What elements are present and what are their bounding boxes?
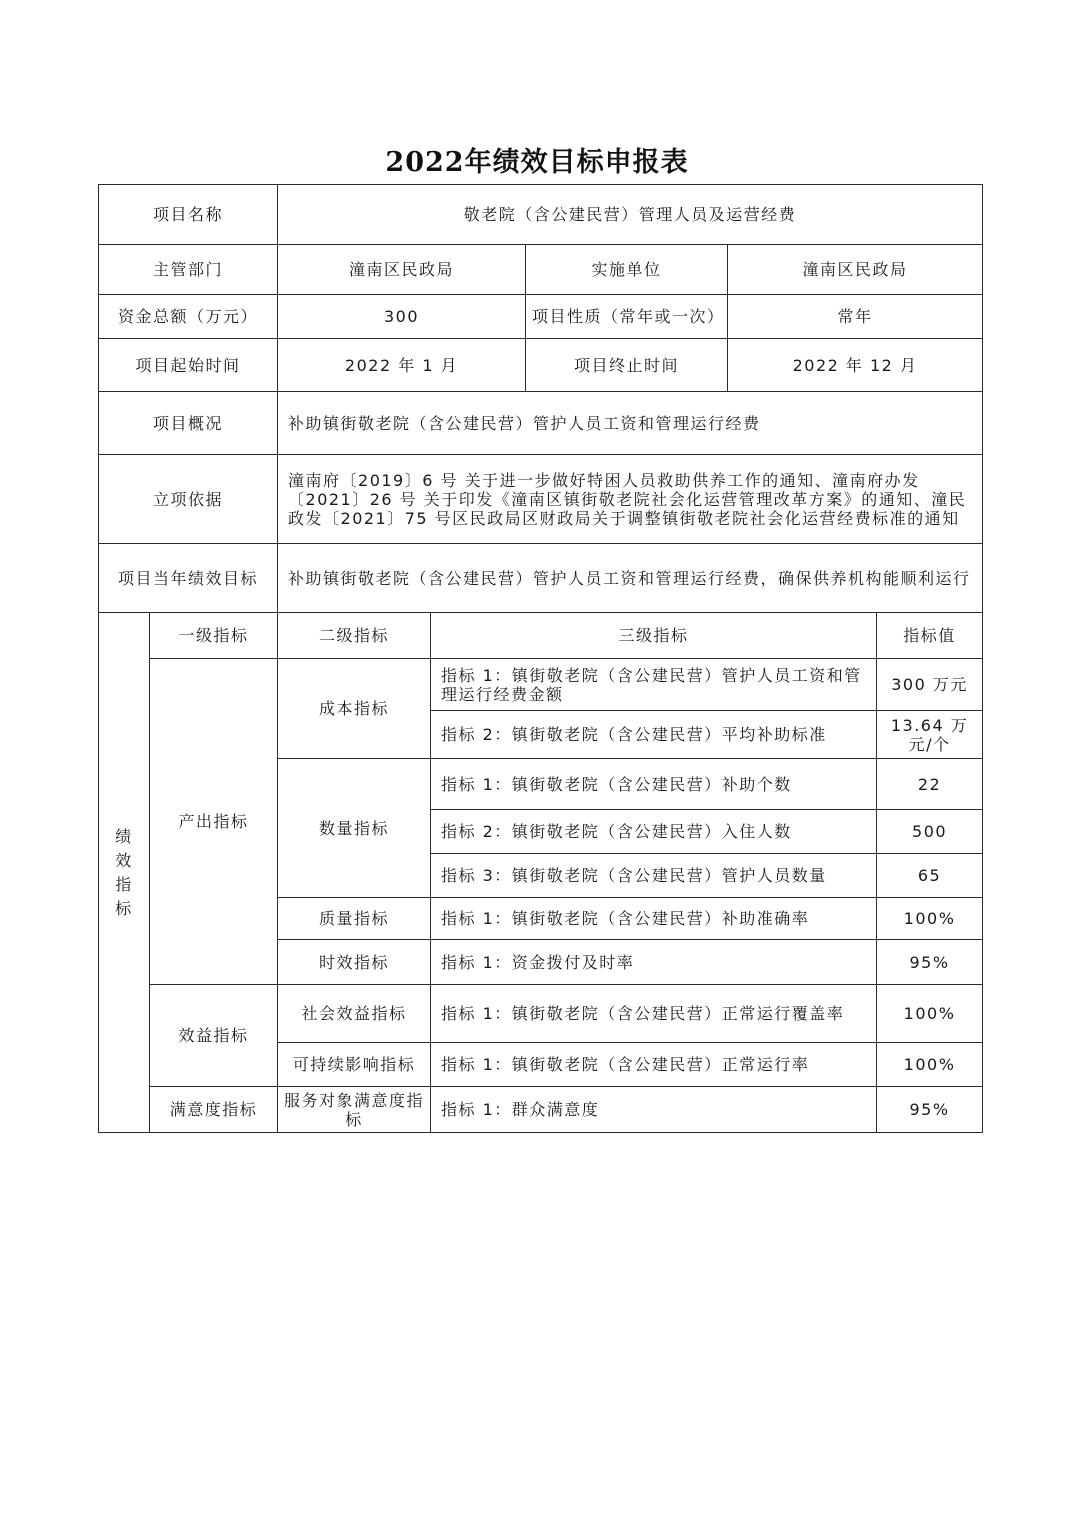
performance-goal-table xyxy=(98,184,983,1133)
row-basis xyxy=(99,455,983,544)
indicator-desc: 指标 1：资金拨付及时率 xyxy=(431,940,877,985)
header-level1: 一级指标 xyxy=(150,613,278,659)
level2-timeliness: 时效指标 xyxy=(278,940,431,985)
impl-label: 实施单位 xyxy=(526,245,728,295)
project-name-value: 敬老院（含公建民营）管理人员及运营经费 xyxy=(278,185,983,245)
indicator-value: 13.64 万元/个 xyxy=(877,711,983,759)
overview-value: 补助镇街敬老院（含公建民营）管护人员工资和管理运行经费 xyxy=(278,392,983,455)
table-row xyxy=(99,985,983,1043)
row-funds xyxy=(99,295,983,339)
goal-value: 补助镇街敬老院（含公建民营）管护人员工资和管理运行经费，确保供养机构能顺利运行 xyxy=(278,544,983,613)
funds-value: 300 xyxy=(278,295,526,339)
level1-benefit: 效益指标 xyxy=(150,985,278,1087)
indicator-desc: 指标 1：镇街敬老院（含公建民营）补助个数 xyxy=(431,759,877,810)
impl-value: 潼南区民政局 xyxy=(728,245,983,295)
indicator-value: 95% xyxy=(877,1087,983,1133)
row-period xyxy=(99,339,983,392)
indicator-desc: 指标 1：镇街敬老院（含公建民营）管护人员工资和管理运行经费金额 xyxy=(431,659,877,711)
indicator-value: 22 xyxy=(877,759,983,810)
table-row xyxy=(99,1087,983,1133)
header-level2: 二级指标 xyxy=(278,613,431,659)
indicator-value: 100% xyxy=(877,1043,983,1087)
indicator-value: 100% xyxy=(877,898,983,940)
level2-sustainable: 可持续影响指标 xyxy=(278,1043,431,1087)
level1-satisfaction: 满意度指标 xyxy=(150,1087,278,1133)
header-value: 指标值 xyxy=(877,613,983,659)
nature-value: 常年 xyxy=(728,295,983,339)
funds-label: 资金总额（万元） xyxy=(99,295,278,339)
project-name-label: 项目名称 xyxy=(99,185,278,245)
indicator-value: 95% xyxy=(877,940,983,985)
row-project-name xyxy=(99,185,983,245)
basis-label: 立项依据 xyxy=(99,455,278,544)
indicator-value: 300 万元 xyxy=(877,659,983,711)
goal-label: 项目当年绩效目标 xyxy=(99,544,278,613)
level2-service: 服务对象满意度指标 xyxy=(278,1087,431,1133)
end-value: 2022 年 12 月 xyxy=(728,339,983,392)
section-label-cell xyxy=(99,613,150,1133)
page-title: 2022年绩效目标申报表 xyxy=(385,147,689,178)
overview-label: 项目概况 xyxy=(99,392,278,455)
dept-label: 主管部门 xyxy=(99,245,278,295)
basis-value: 潼南府〔2019〕6 号 关于进一步做好特困人员救助供养工作的通知、潼南府办发〔2021〕26 号 关于印发《潼南区镇街敬老院社会化运营管理改革方案》的通知、潼民政发〔2021〕75 号区民政局区财政局关于调整镇街敬老院社会化运营经费标准的通知 xyxy=(278,455,983,544)
start-value: 2022 年 1 月 xyxy=(278,339,526,392)
row-overview xyxy=(99,392,983,455)
indicator-value: 100% xyxy=(877,985,983,1043)
end-label: 项目终止时间 xyxy=(526,339,728,392)
level2-quantity: 数量指标 xyxy=(278,759,431,898)
indicator-value: 500 xyxy=(877,810,983,854)
indicator-desc: 指标 1：镇街敬老院（含公建民营）正常运行覆盖率 xyxy=(431,985,877,1043)
level2-quality: 质量指标 xyxy=(278,898,431,940)
indicator-desc: 指标 2：镇街敬老院（含公建民营）平均补助标准 xyxy=(431,711,877,759)
indicator-desc: 指标 3：镇街敬老院（含公建民营）管护人员数量 xyxy=(431,854,877,898)
row-goal xyxy=(99,544,983,613)
level2-social: 社会效益指标 xyxy=(278,985,431,1043)
indicator-value: 65 xyxy=(877,854,983,898)
indicator-desc: 指标 1：镇街敬老院（含公建民营）正常运行率 xyxy=(431,1043,877,1087)
level1-output: 产出指标 xyxy=(150,659,278,985)
start-label: 项目起始时间 xyxy=(99,339,278,392)
header-level3: 三级指标 xyxy=(431,613,877,659)
indicator-header-row xyxy=(99,613,983,659)
row-department xyxy=(99,245,983,295)
indicator-desc: 指标 1：群众满意度 xyxy=(431,1087,877,1133)
indicator-desc: 指标 1：镇街敬老院（含公建民营）补助准确率 xyxy=(431,898,877,940)
section-label: 绩效指标 xyxy=(115,826,133,918)
dept-value: 潼南区民政局 xyxy=(278,245,526,295)
nature-label: 项目性质（常年或一次） xyxy=(526,295,728,339)
indicator-desc: 指标 2：镇街敬老院（含公建民营）入住人数 xyxy=(431,810,877,854)
level2-cost: 成本指标 xyxy=(278,659,431,759)
table-row xyxy=(99,659,983,711)
